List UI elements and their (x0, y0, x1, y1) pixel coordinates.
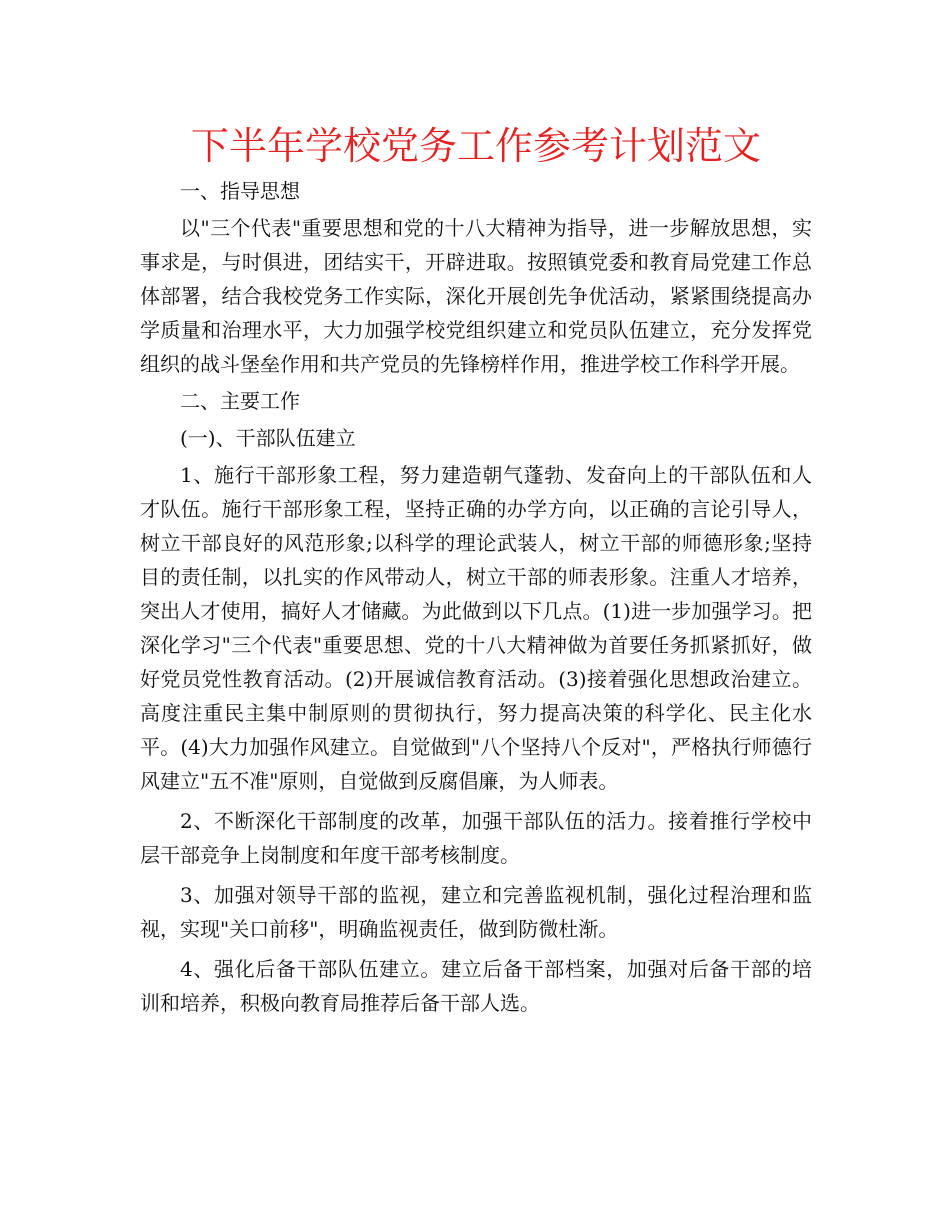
subsection-heading-cadre-team: (一)、干部队伍建立 (180, 426, 356, 450)
paragraph-item-2: 2、不断深化干部制度的改革，加强干部队伍的活力。接着推行学校中层干部竞争上岗制度和年度干部考核制度。 (140, 809, 812, 867)
paragraph-item-4: 4、强化后备干部队伍建立。建立后备干部档案，加强对后备干部的培训和培养，积极向教育局推荐后备干部人选。 (140, 957, 812, 1015)
paragraph-guiding-ideology: 以"三个代表"重要思想和党的十八大精神为指导，进一步解放思想，实事求是，与时俱进，团结实干，开辟进取。按照镇党委和教育局党建工作总体部署，结合我校党务工作实际，深化开展创先争优活动，紧紧围绕提高办学质量和治理水平，大力加强学校党组织建立和党员队伍建立，充分发挥党组织的战斗堡垒作用和共产党员的先锋榜样作用，推进学校工作科学开展。 (140, 216, 812, 376)
document-page (140, 118, 812, 1020)
section-heading-guiding-ideology: 一、指导思想 (180, 179, 300, 203)
paragraph-item-1: 1、施行干部形象工程，努力建造朝气蓬勃、发奋向上的干部队伍和人才队伍。施行干部形象工程，坚持正确的办学方向，以正确的言论引导人，树立干部良好的风范形象;以科学的理论武装人，树立干部的师德形象;坚持目的责任制，以扎实的作风带动人，树立干部的师表形象。注重人才培养，突出人才使用，搞好人才储藏。为此做到以下几点。(1)进一步加强学习。把深化学习"三个代表"重要思想、党的十八大精神做为首要任务抓紧抓好，做好党员党性教育活动。(2)开展诚信教育活动。(3)接着强化思想政治建立。高度注重民主集中制原则的贯彻执行，努力提高决策的科学化、民主化水平。(4)大力加强作风建立。自觉做到"八个坚持八个反对"，严格执行师德行风建立"五不准"原则，自觉做到反腐倡廉，为人师表。 (140, 463, 812, 793)
paragraph-item-3: 3、加强对领导干部的监视，建立和完善监视机制，强化过程治理和监视，实现"关口前移"，明确监视责任，做到防微杜渐。 (140, 883, 812, 941)
section-heading-main-work: 二、主要工作 (180, 389, 300, 413)
document-title: 下半年学校党务工作参考计划范文 (190, 124, 761, 168)
